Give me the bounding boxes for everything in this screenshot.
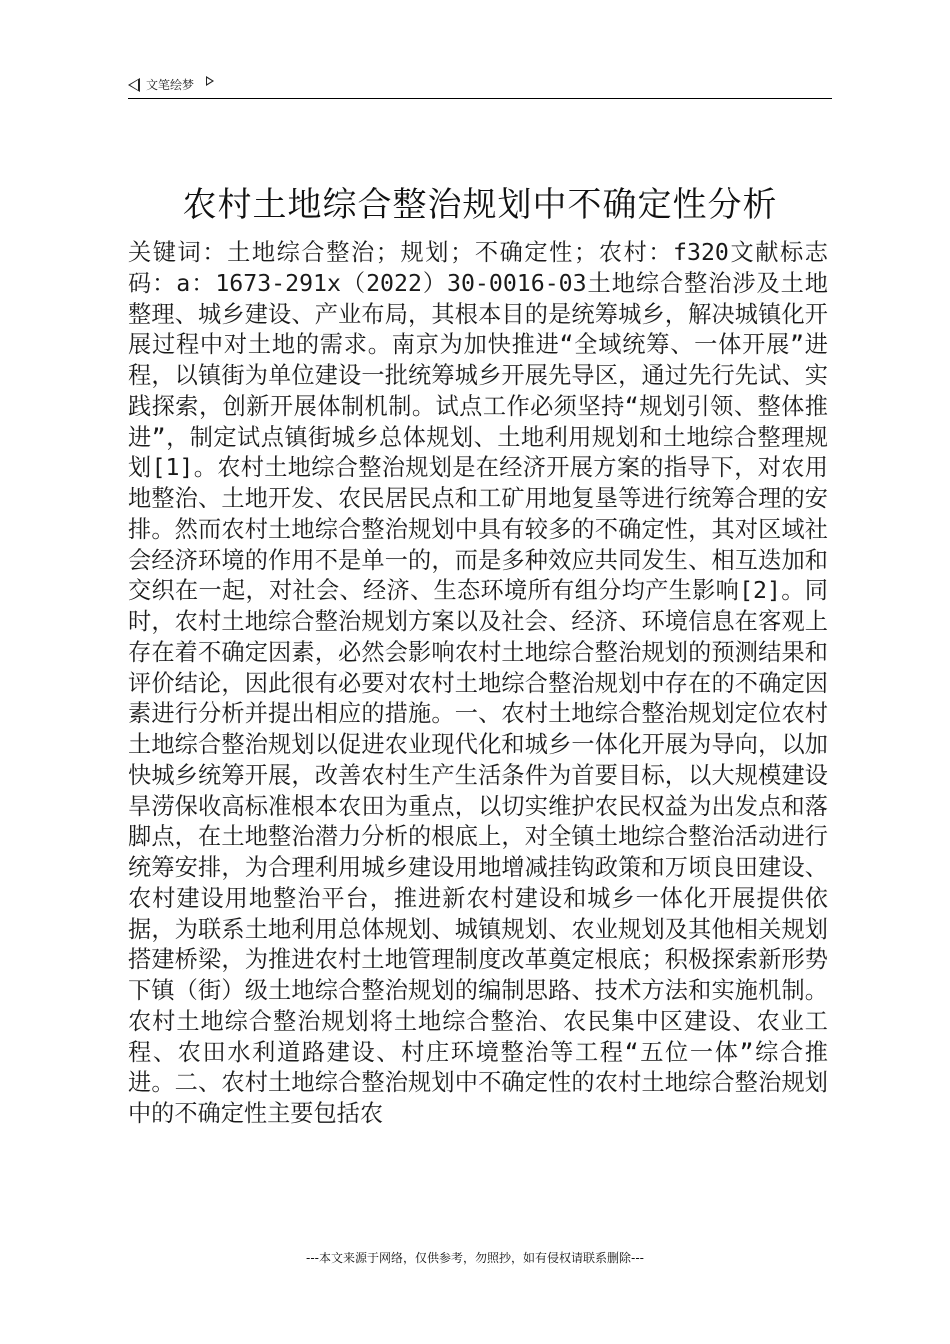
brand-label: 文笔绘梦 bbox=[146, 78, 195, 92]
footer-notice: ---本文来源于网络，仅供参考，勿照抄，如有侵权请联系删除--- bbox=[306, 1251, 644, 1265]
page-header bbox=[128, 74, 832, 99]
left-triangle-icon bbox=[128, 78, 140, 92]
document-body: 关键词：土地综合整治；规划；不确定性；农村：f320文献标志码：a：1673-291x（2022）30-0016-03土地综合整治涉及土地整理、城乡建设、产业布局，其根本目的是统筹城乡，解决城镇化开展过程中对土地的需求。南京为加快推进“全域统筹、一体开展”进程，以镇街为单位建设一批统筹城乡开展先导区，通过先行先试、实践探索，创新开展体制机制。试点工作必须坚持“规划引领、整体推进”，制定试点镇街城乡总体规划、土地利用规划和土地综合整理规划[1]。农村土地综合整治规划是在经济开展方案的指导下，对农用地整治、土地开发、农民居民点和工矿用地复垦等进行统筹合理的安排。然而农村土地综合整治规划中具有较多的不确定性，其对区域社会经济环境的作用不是单一的，而是多种效应共同发生、相互迭加和交织在一起，对社会、经济、生态环境所有组分均产生影响[2]。同时，农村土地综合整治规划方案以及社会、经济、环境信息在客观上存在着不确定因素，必然会影响农村土地综合整治规划的预测结果和评价结论，因此很有必要对农村土地综合整治规划中存在的不确定因素进行分析并提出相应的措施。一、农村土地综合整治规划定位农村土地综合整治规划以促进农业现代化和城乡一体化开展为导向，以加快城乡统筹开展，改善农村生产生活条件为首要目标，以大规模建设旱涝保收高标准根本农田为重点，以切实维护农民权益为出发点和落脚点，在土地整治潜力分析的根底上，对全镇土地综合整治活动进行统筹安排，为合理利用城乡建设用地增减挂钩政策和万顷良田建设、农村建设用地整治平台，推进新农村建设和城乡一体化开展提供依据，为联系土地利用总体规划、城镇规划、农业规划及其他相关规划搭建桥梁，为推进农村土地管理制度改革奠定根底；积极探索新形势下镇（街）级土地综合整治规划的编制思路、技术方法和实施机制。农村土地综合整治规划将土地综合整治、农民集中区建设、农业工程、农田水利道路建设、村庄环境整治等工程“五位一体”综合推进。二、农村土地综合整治规划中不确定性的农村土地综合整治规划中的不确定性主要包括农 bbox=[128, 239, 828, 1127]
document-title: 农村土地综合整治规划中不确定性分析 bbox=[182, 185, 778, 225]
header-brand bbox=[128, 76, 214, 93]
right-triangle-icon bbox=[206, 76, 214, 86]
